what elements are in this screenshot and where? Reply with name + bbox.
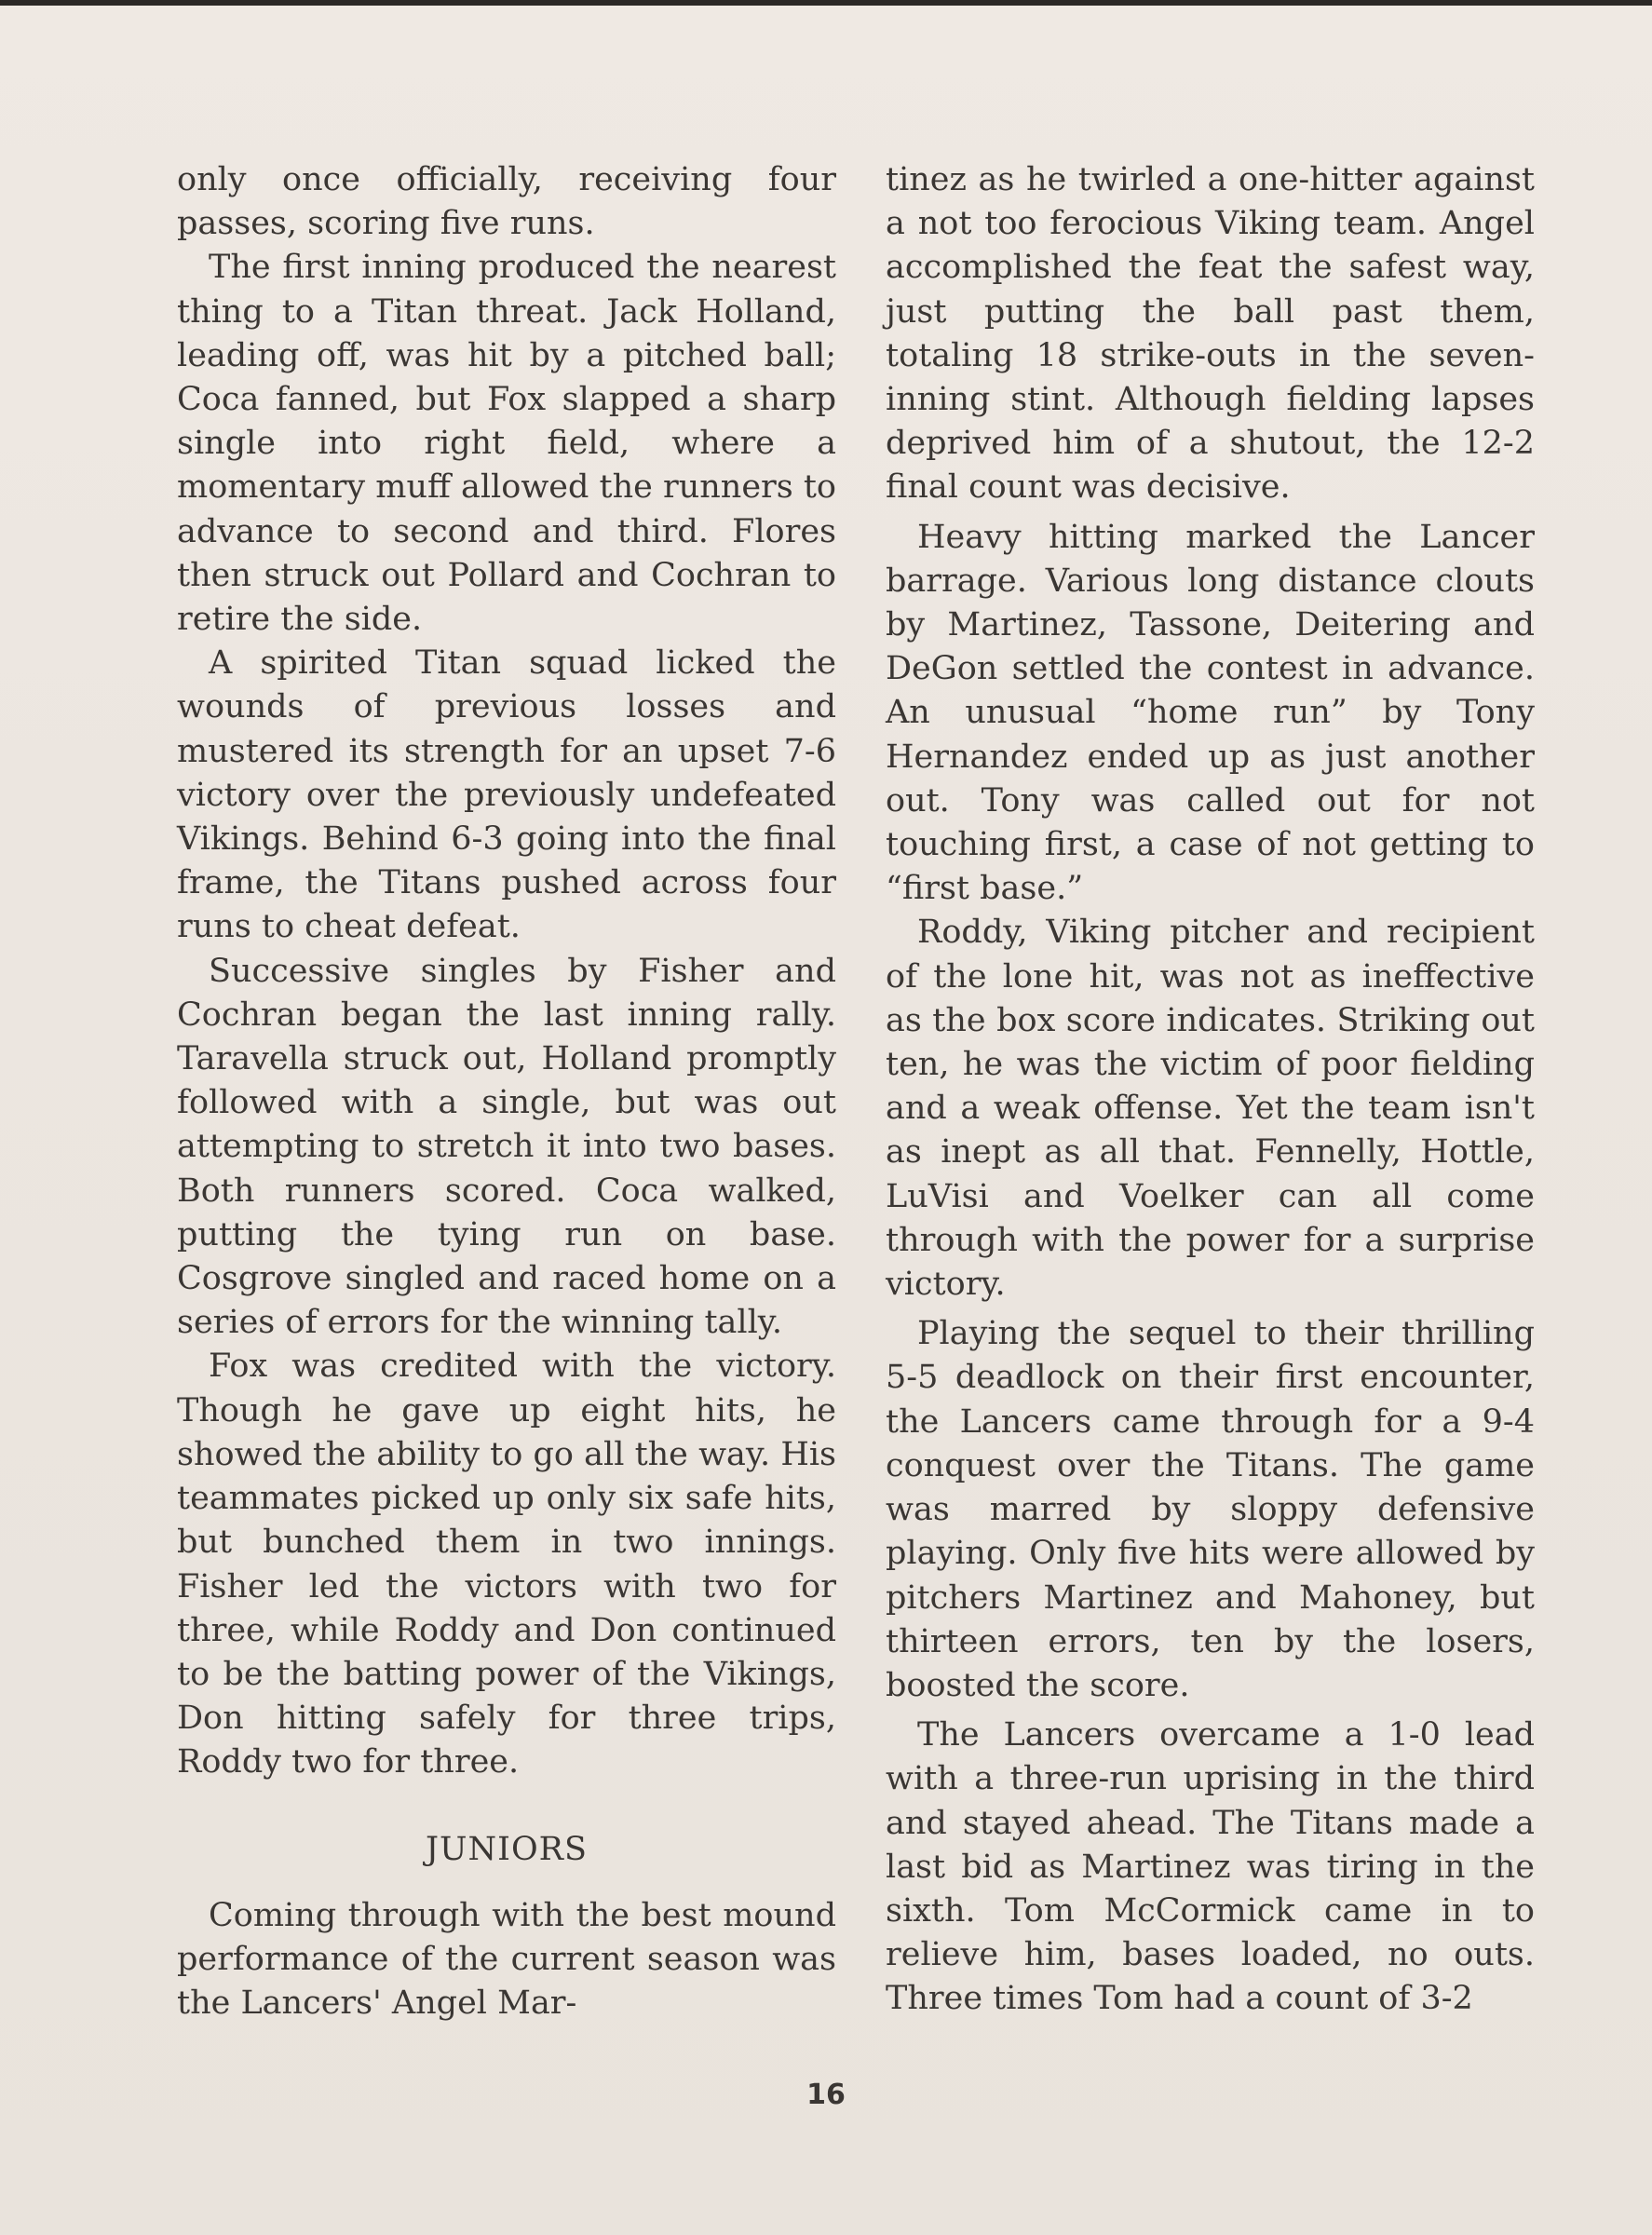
- left-column: [177, 158, 836, 2025]
- paragraph: Heavy hitting marked the Lancer barrage. Various long distance clouts by Martinez, Tassone, Deitering and DeGon settled the contest in advance. An unusual “home run” by Tony Hernandez ended up as just another out. Tony was called out for not touching first, a case of not getting to “first base.”: [886, 518, 1535, 908]
- paragraph: A spirited Titan squad licked the wounds of previous losses and mustered its strength for an upset 7-6 victory over the previously undefeated Vikings. Behind 6-3 going into the final frame, the Titans pushed across four runs to cheat defeat.: [177, 644, 836, 946]
- paragraph: Roddy, Viking pitcher and recipient of the lone hit, was not as ineffective as the box score indicates. Striking out ten, he was the victim of poor fielding and a weak offense. Yet the team isn't as inept as all that. Fennelly, Hottle, LuVisi and Voelker can all come through with the power for a surprise victory.: [886, 914, 1535, 1304]
- page-top-edge: [0, 0, 1652, 6]
- page-number: 16: [806, 2079, 846, 2111]
- paragraph: Fox was credited with the victory. Though he gave up eight hits, he showed the ability to go all the way. His teammates picked up only six safe hits, but bunched them in two innings. Fisher led the victors with two for three, while Roddy and Don continued to be the batting power of the Vikings, Don hitting safely for three trips, Roddy two for three.: [177, 1348, 836, 1781]
- paragraph: Coming through with the best mound performance of the current season was the Lancers' Angel Mar-: [177, 1896, 836, 2023]
- paragraph: Successive singles by Fisher and Cochran began the last inning rally. Taravella struck out, Holland promptly followed with a single, but was out attempting to stretch it into two bases. Both runners scored. Coca walked, putting the tying run on base. Cosgrove singled and raced home on a series of errors for the winning tally.: [177, 952, 836, 1342]
- paragraph: The first inning produced the nearest thing to a Titan threat. Jack Holland, leading off, was hit by a pitched ball; Coca fanned, but Fox slapped a sharp single into right field, where a momentary muff allowed the runners to advance to second and third. Flores then struck out Pollard and Cochran to retire the side.: [177, 249, 836, 639]
- paragraph: tinez as he twirled a one-hitter against a not too ferocious Viking team. Angel accomplished the feat the safest way, just putting the ball past them, totaling 18 strike-outs in the seven-inning stint. Although fielding lapses deprived him of a shutout, the 12-2 final count was decisive.: [886, 161, 1535, 507]
- right-column: [886, 158, 1535, 2022]
- paragraph: The Lancers overcame a 1-0 lead with a three-run uprising in the third and stayed ahead. The Titans made a last bid as Martinez was tiring in the sixth. Tom McCormick came in to relieve him, bases loaded, no outs. Three times Tom had a count of 3-2: [886, 1716, 1535, 2018]
- paragraph: only once officially, receiving four passes, scoring five runs.: [177, 161, 836, 243]
- section-heading: JUNIORS: [425, 1830, 588, 1868]
- paragraph: Playing the sequel to their thrilling 5-5 deadlock on their first encounter, the Lancers came through for a 9-4 conquest over the Titans. The game was marred by sloppy defensive playing. Only five hits were allowed by pitchers Martinez and Mahoney, but thirteen errors, ten by the losers, boosted the score.: [886, 1315, 1535, 1704]
